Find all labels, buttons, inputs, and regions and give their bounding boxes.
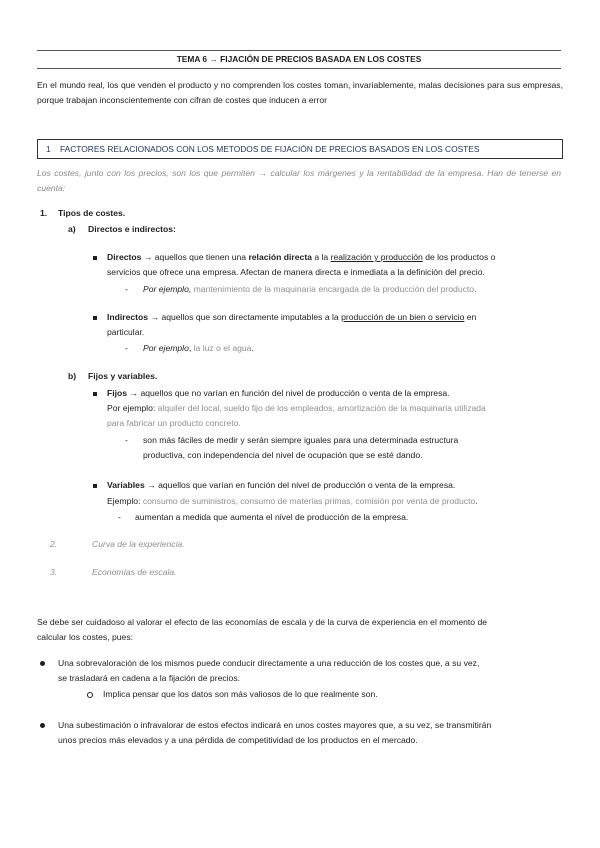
dash-icon: - [125,284,128,294]
bullet-icon [93,310,97,325]
section-number: 1 [46,144,51,154]
variables-example: Ejemplo: consumo de suministros, consumo de materias primas, comisión por venta de producto. [107,496,478,506]
bullet2-line2: unos precios más elevados y a una pérdida de competitividad de los productos en el mercado. [58,735,418,745]
sublist-letter: a) [68,224,76,234]
sublist-heading: Fijos y variables. [88,371,158,381]
bullet-icon [40,718,45,733]
closing-line2: calcular los costes, pues: [37,632,134,642]
sublist-heading: Directos e indirectos: [88,224,176,234]
arrow-icon: → [258,168,267,178]
bullet-icon [93,386,97,401]
sublist-letter: b) [68,371,77,381]
fijos-example: Por ejemplo: alquiler del local, sueldo fijo de los empleados, amortización de la maquinaria utilizada [107,403,486,413]
directos-line2: servicios que ofrece una empresa. Afectan de manera directa e inmediata a la definición del precio. [107,267,485,277]
directos-line1: Directos → aquellos que tienen una relación directa a la realización y producción de los productos o [107,252,496,262]
bullet-icon [93,250,97,265]
directos-example: Por ejemplo, mantenimiento de la maquinaria encargada de la producción del producto. [143,284,477,294]
section-heading [37,139,563,159]
indirectos-line1: Indirectos → aquellos que son directamente imputables a la producción de un bien o servicio en [107,312,477,322]
lead-paragraph: Los costes, junto con los precios, son los que permiten → calcular los márgenes y la rentabilidad de la empresa. Han de tenerse en cuenta: [37,168,561,193]
bullet-icon [93,478,97,493]
sub-bullet: Implica pensar que los datos son más valiosos de lo que realmente son. [103,689,378,699]
indirectos-example: Por ejemplo, la luz o el agua. [143,343,254,353]
closing-line1: Se debe ser cuidadoso al valorar el efecto de las economías de escala y de la curva de experiencia en el momento de [37,617,488,627]
fijos-note: son más fáciles de medir y serán siempre iguales para una determinada estructura [143,435,459,445]
dash-icon: - [118,512,121,522]
section-title: FACTORES RELACIONADOS CON LOS METODOS DE FIJACIÓN DE PRECIOS BASADOS EN LOS COSTES [60,144,480,154]
bullet1-line2: se trasladará en cadena a la fijación de precios. [58,673,241,683]
list-item-curva: Curva de la experiencia. [92,539,185,549]
page-title [37,50,561,69]
variables-note: aumentan a medida que aumenta el nivel de producción de la empresa. [135,512,409,522]
bullet-icon [40,656,45,671]
intro-paragraph: En el mundo real, los que venden el producto y no comprenden los costes toman, invariablemente, malas decisiones para sus empresas, porque trabajan inconscientemente con cifran de costes que inducen a error [37,80,563,105]
fijos-note-cont: productiva, con independencia del nivel de ocupación que se esté dando. [143,450,423,460]
circle-bullet-icon [87,687,93,702]
fijos-example-cont: para fabricar un producto concreto. [107,418,241,428]
list-number: 1. [40,208,48,218]
title-prefix: TEMA 6 [176,54,208,64]
list-item-economias: Economías de escala. [92,567,177,577]
title-text: FIJACIÓN DE PRECIOS BASADA EN LOS COSTES [220,54,422,64]
dash-icon: - [125,435,128,445]
variables-line1: Variables → aquellos que varían en función del nivel de producción o venta de la empresa. [107,480,456,490]
indirectos-line2: particular. [107,327,145,337]
list-heading: Tipos de costes. [58,208,126,218]
title-arrow: → [209,54,218,64]
bullet1-line1: Una sobrevaloración de los mismos puede conducir directamente a una reducción de los costes que, a su vez, [58,658,480,668]
list-number: 2. [50,539,58,549]
bullet2-line1: Una subestimación o infravalorar de estos efectos indicará en unos costes mayores que, a su vez, se transmitirán [58,720,492,730]
fijos-line1: Fijos → aquellos que no varían en función del nivel de producción o venta de la empresa. [107,388,450,398]
list-number: 3. [50,567,58,577]
dash-icon: - [125,343,128,353]
